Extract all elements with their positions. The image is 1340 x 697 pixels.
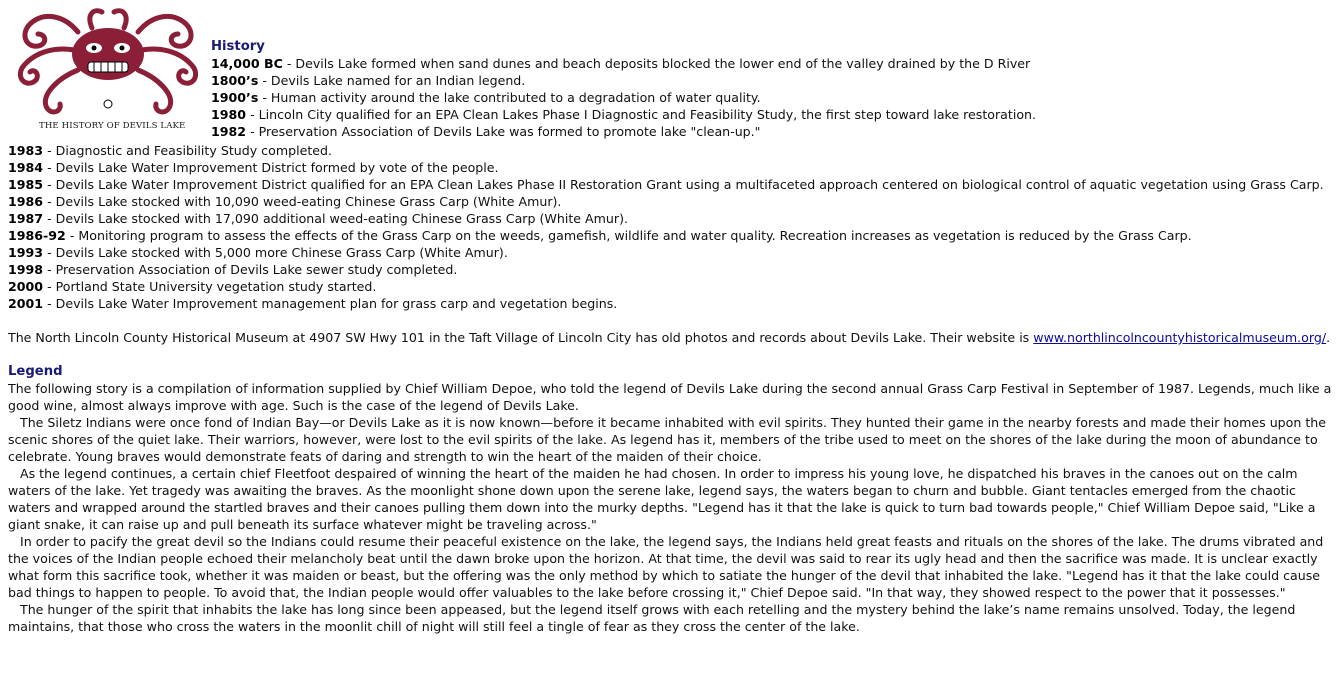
timeline-year: 1984 — [8, 160, 44, 175]
timeline-text: Lincoln City qualified for an EPA Clean Lakes Phase I Diagnostic and Feasibility Study, the first step toward lake restoration. — [258, 107, 1037, 122]
timeline-text: Devils Lake stocked with 10,090 weed-eating Chinese Grass Carp (White Amur). — [55, 194, 562, 209]
legend-paragraph: The Siletz Indians were once fond of Indian Bay—or Devils Lake as it is now known—before it became inhabited with evil spirits. They hunted their game in the nearby forests and made their homes upon the scenic shores of the quiet lake. Their warriors, however, were lost to the evil spirits of the lake. As legend has it, members of the tribe used to meet on the shores of the lake during the moon of abundance to celebrate. Young braves would demonstrate feats of daring and strength to win the heart of the maiden of their choice. — [8, 415, 1327, 464]
timeline-separator: - — [262, 73, 267, 88]
timeline-entry — [8, 227, 1332, 244]
timeline-separator: - — [262, 90, 267, 105]
logo-caption: THE HISTORY OF DEVILS LAKE — [39, 121, 186, 131]
timeline-year: 1986 — [8, 194, 44, 209]
timeline-separator: - — [47, 143, 52, 158]
devils-lake-logo — [8, 4, 208, 142]
timeline-year: 2001 — [8, 296, 44, 311]
timeline-year: 1982 — [211, 124, 247, 139]
timeline-separator: - — [47, 279, 52, 294]
timeline-separator: - — [286, 56, 292, 71]
legend-paragraph: The hunger of the spirit that inhabits the lake has long since been appeased, but the legend itself grows with each retelling and the mystery behind the lake’s name remains unsolved. Today, the legend maintains, that those who cross the waters in the moonlit chill of night will still feel a tingle of fear as they cross the center of the lake. — [8, 602, 1296, 634]
devil-tentacles-icon — [8, 4, 208, 122]
timeline-entry — [8, 193, 1332, 210]
museum-note — [8, 329, 1332, 346]
history-heading: History — [211, 39, 265, 54]
timeline-entry — [8, 176, 1332, 193]
legend-paragraph: As the legend continues, a certain chief Fleetfoot despaired of winning the heart of the maiden he had chosen. In order to impress his young love, he dispatched his braves in the canoes out on the calm waters of the lake. Yet tragedy was awaiting the braves. As the moonlight shone down upon the serene lake, legend says, the waters began to churn and bubble. Giant tentacles emerged from the chaotic waters and wrapped around the startled braves and their canoes pulling them down into the murky depths. "Legend has it that the lake is quick to turn bad towards people," Chief William Depoe said, "Like a giant snake, it can raise up and pull beneath its surface whatever might be traveling across." — [8, 466, 1316, 532]
timeline-entry — [8, 295, 1332, 312]
timeline-entry — [8, 278, 1332, 295]
timeline-entry — [8, 159, 1332, 176]
timeline-separator: - — [47, 177, 52, 192]
timeline-text: Devils Lake Water Improvement District qualified for an EPA Clean Lakes Phase II Restoration Grant using a multifaceted approach centered on biological control of aquatic vegetation using Grass Carp. — [55, 177, 1324, 192]
timeline-entry — [8, 142, 1332, 159]
timeline-text: Preservation Association of Devils Lake was formed to promote lake "clean-up." — [258, 124, 761, 139]
timeline-entry — [8, 261, 1332, 278]
legend-paragraph: In order to pacify the great devil so the Indians could resume their peaceful existence on the lake, the legend says, the Indians held great feasts and rituals on the shores of the lake. The drums vibrated and the voices of the Indian people echoed their melancholy beat until the dawn broke upon the horizon. At that time, the devil was said to rear its ugly head and then the sacrifice was made. It is unclear exactly what form this sacrifice took, whether it was maiden or beast, but the offering was the only method by which to satiate the hunger of the devil that inhabited the lake. "Legend has it that the lake could cause bad things to happen to people. To avoid that, the Indian people would offer valuables to the lake before crossing it," Chief Depoe said. "In that way, they showed respect to the power that it possesses." — [8, 534, 1324, 600]
timeline-year: 1985 — [8, 177, 44, 192]
timeline-separator: - — [250, 107, 255, 122]
timeline-separator: - — [47, 245, 52, 260]
timeline-text: Devils Lake formed when sand dunes and beach deposits blocked the lower end of the valley drained by the D River — [295, 56, 1031, 71]
timeline-entry — [8, 244, 1332, 261]
timeline-separator: - — [47, 262, 52, 277]
legend-story — [8, 380, 1332, 635]
timeline-year: 1800’s — [211, 73, 259, 88]
timeline-year: 14,000 BC — [211, 56, 283, 71]
timeline-separator: - — [47, 194, 52, 209]
legend-heading: Legend — [8, 364, 63, 379]
timeline-separator: - — [69, 228, 75, 243]
timeline-separator: - — [47, 296, 52, 311]
timeline-text: Preservation Association of Devils Lake sewer study completed. — [55, 262, 458, 277]
museum-text: The North Lincoln County Historical Museum at 4907 SW Hwy 101 in the Taft Village of Lincoln City has old photos and records about Devils Lake. Their website is — [8, 330, 1030, 345]
timeline-text: Devils Lake named for an Indian legend. — [270, 73, 526, 88]
timeline-text: Human activity around the lake contributed to a degradation of water quality. — [270, 90, 761, 105]
museum-link-period: . — [1326, 330, 1331, 345]
museum-website-link[interactable]: www.northlincolncountyhistoricalmuseum.org/ — [1033, 330, 1327, 345]
timeline-text: Devils Lake Water Improvement management plan for grass carp and vegetation begins. — [55, 296, 618, 311]
timeline-text: Devils Lake stocked with 5,000 more Chinese Grass Carp (White Amur). — [55, 245, 508, 260]
timeline-text: Monitoring program to assess the effects of the Grass Carp on the weeds, gamefish, wildlife and water quality. Recreation increases as vegetation is reduced by the Grass Carp. — [78, 228, 1192, 243]
timeline-separator: - — [47, 160, 52, 175]
timeline-year: 1980 — [211, 107, 247, 122]
legend-intro: The following story is a compilation of information supplied by Chief William Depoe, who told the legend of Devils Lake during the second annual Grass Carp Festival in September of 1987. Legends, much like a good wine, almost always improve with age. Such is the case of the legend of Devils Lake. — [8, 381, 1332, 413]
timeline-year: 2000 — [8, 279, 44, 294]
timeline-text: Devils Lake stocked with 17,090 additional weed-eating Chinese Grass Carp (White Amur). — [55, 211, 628, 226]
timeline-separator: - — [47, 211, 52, 226]
timeline-separator: - — [250, 124, 255, 139]
timeline-year: 1983 — [8, 143, 44, 158]
timeline-text: Portland State University vegetation study started. — [55, 279, 377, 294]
timeline-year: 1986-92 — [8, 228, 66, 243]
timeline-text: Diagnostic and Feasibility Study completed. — [55, 143, 333, 158]
timeline-year: 1900’s — [211, 90, 259, 105]
timeline-year: 1998 — [8, 262, 44, 277]
timeline-text: Devils Lake Water Improvement District formed by vote of the people. — [55, 160, 499, 175]
timeline-year: 1993 — [8, 245, 44, 260]
timeline-entry — [8, 210, 1332, 227]
timeline-year: 1987 — [8, 211, 44, 226]
